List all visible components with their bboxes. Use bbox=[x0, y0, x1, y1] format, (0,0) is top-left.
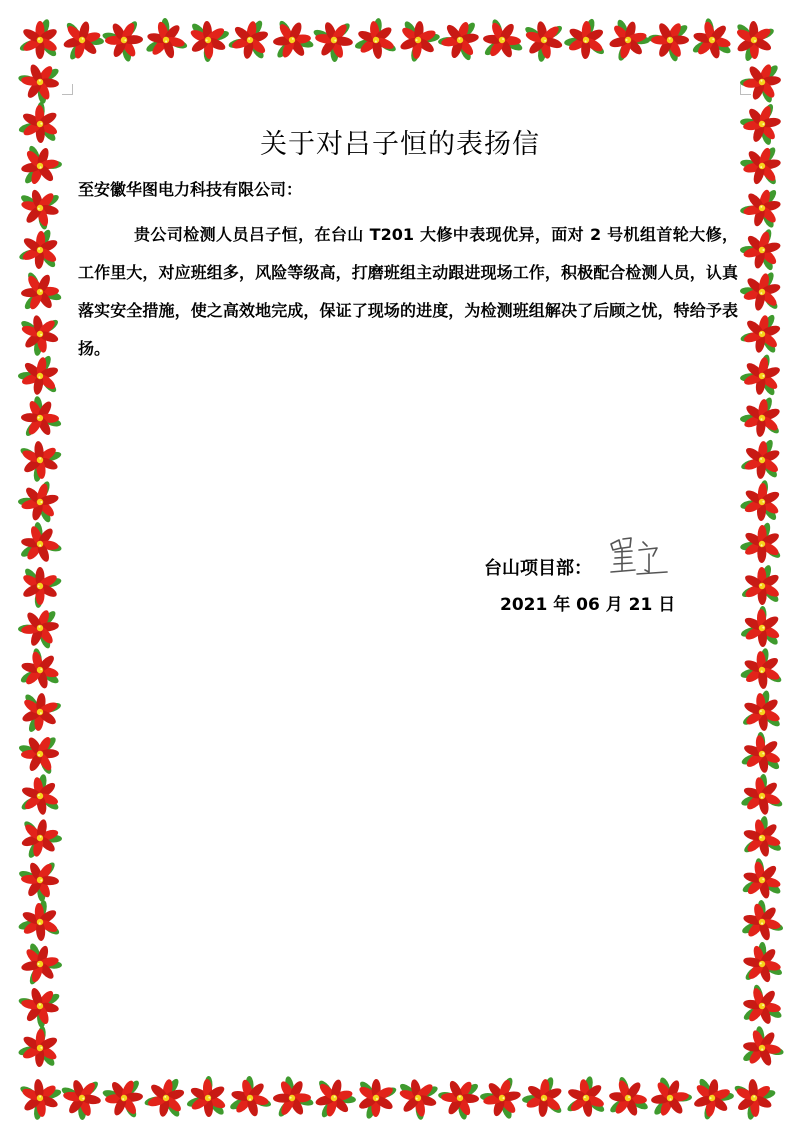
poinsettia-flower-icon bbox=[271, 16, 316, 60]
poinsettia-flower-icon bbox=[736, 474, 792, 530]
poinsettia-flower-icon bbox=[735, 269, 786, 320]
poinsettia-flower-icon bbox=[179, 14, 234, 68]
poinsettia-flower-icon bbox=[183, 1070, 238, 1125]
poinsettia-flower-icon bbox=[141, 1072, 188, 1120]
poinsettia-flower-icon bbox=[522, 17, 570, 66]
signer-label: 台山项目部： bbox=[484, 558, 592, 579]
letter-body: 贵公司检测人员吕子恒，在台山 T201 大修中表现优异，面对 2 号机组首轮大修，工作里大，对应班组多，风险等级高，打磨班组主动跟进现场工作，积极配合检测人员，认真落实安全措施，使之高效地完成，保证了现场的进度，为检测班组解决了后顾之忧，特给予表扬。 bbox=[78, 225, 738, 358]
poinsettia-flower-icon bbox=[14, 185, 63, 233]
poinsettia-flower-icon bbox=[357, 1079, 398, 1121]
poinsettia-flower-icon bbox=[13, 473, 71, 531]
poinsettia-flower-icon bbox=[15, 811, 66, 862]
poinsettia-flower-icon bbox=[12, 430, 69, 487]
poinsettia-flower-icon bbox=[11, 975, 68, 1032]
poinsettia-flower-icon bbox=[347, 14, 404, 71]
poinsettia-flower-icon bbox=[607, 1074, 653, 1119]
poinsettia-flower-icon bbox=[98, 12, 154, 68]
poinsettia-flower-icon bbox=[11, 51, 68, 108]
poinsettia-flower-icon bbox=[734, 518, 789, 573]
poinsettia-flower-icon bbox=[733, 644, 790, 701]
poinsettia-flower-icon bbox=[734, 393, 788, 446]
letter-date: 2021 年 06 月 21 日 bbox=[500, 595, 676, 615]
poinsettia-flower-icon bbox=[15, 771, 62, 818]
poinsettia-flower-icon bbox=[726, 1068, 783, 1125]
poinsettia-flower-icon bbox=[9, 935, 66, 992]
handwritten-signature-icon bbox=[605, 534, 671, 578]
poinsettia-flower-icon bbox=[18, 311, 66, 360]
poinsettia-flower-icon bbox=[19, 691, 63, 736]
margin-corner-mark bbox=[740, 84, 751, 95]
poinsettia-flower-icon bbox=[739, 854, 789, 904]
poinsettia-flower-icon bbox=[737, 600, 792, 655]
poinsettia-flower-icon bbox=[644, 1073, 697, 1127]
poinsettia-flower-icon bbox=[14, 1020, 70, 1076]
poinsettia-flower-icon bbox=[737, 308, 784, 356]
poinsettia-flower-icon bbox=[225, 15, 272, 62]
poinsettia-flower-icon bbox=[17, 644, 67, 693]
poinsettia-flower-icon bbox=[262, 1069, 318, 1125]
poinsettia-flower-icon bbox=[387, 12, 444, 69]
poinsettia-flower-icon bbox=[137, 13, 194, 70]
poinsettia-flower-icon bbox=[11, 390, 66, 445]
poinsettia-flower-icon bbox=[58, 13, 109, 63]
poinsettia-flower-icon bbox=[17, 735, 59, 777]
poinsettia-flower-icon bbox=[12, 518, 69, 575]
letter-salutation: 至安徽华图电力科技有限公司： bbox=[78, 180, 303, 199]
poinsettia-flower-icon bbox=[558, 15, 613, 70]
poinsettia-flower-icon bbox=[738, 688, 783, 734]
poinsettia-flower-icon bbox=[10, 559, 66, 614]
poinsettia-flower-icon bbox=[58, 1073, 110, 1126]
poinsettia-flower-icon bbox=[735, 53, 788, 107]
poinsettia-flower-icon bbox=[689, 14, 739, 63]
poinsettia-flower-icon bbox=[18, 18, 58, 59]
poinsettia-flower-icon bbox=[482, 17, 526, 60]
poinsettia-flower-icon bbox=[17, 227, 60, 271]
letter-title: 关于对吕子恒的表扬信 bbox=[260, 129, 540, 160]
poinsettia-flower-icon bbox=[12, 1067, 69, 1124]
poinsettia-flower-icon bbox=[516, 1073, 570, 1127]
poinsettia-flower-icon bbox=[597, 11, 655, 69]
poinsettia-flower-icon bbox=[11, 896, 68, 952]
poinsettia-flower-icon bbox=[100, 1078, 144, 1122]
poinsettia-flower-icon bbox=[738, 727, 791, 779]
poinsettia-flower-icon bbox=[561, 1073, 607, 1120]
poinsettia-flower-icon bbox=[735, 347, 792, 404]
poinsettia-flower-icon bbox=[735, 221, 793, 279]
poinsettia-flower-icon bbox=[15, 853, 69, 908]
poinsettia-flower-icon bbox=[642, 10, 697, 66]
poinsettia-flower-icon bbox=[221, 1071, 278, 1129]
poinsettia-flower-icon bbox=[734, 937, 785, 989]
poinsettia-flower-icon bbox=[20, 269, 64, 312]
poinsettia-flower-icon bbox=[310, 14, 363, 67]
poinsettia-flower-icon bbox=[310, 1071, 360, 1121]
poinsettia-flower-icon bbox=[432, 1068, 488, 1124]
poinsettia-flower-icon bbox=[740, 564, 781, 606]
poinsettia-flower-icon bbox=[735, 20, 777, 62]
poinsettia-flower-icon bbox=[391, 1074, 442, 1125]
poinsettia-flower-icon bbox=[740, 982, 787, 1028]
poinsettia-flower-icon bbox=[13, 352, 65, 404]
poinsettia-flower-icon bbox=[433, 12, 485, 64]
poinsettia-flower-icon bbox=[736, 812, 785, 861]
margin-corner-mark bbox=[62, 84, 73, 95]
poinsettia-flower-icon bbox=[736, 181, 787, 232]
poinsettia-flower-icon bbox=[739, 436, 783, 480]
poinsettia-flower-icon bbox=[734, 1022, 791, 1079]
